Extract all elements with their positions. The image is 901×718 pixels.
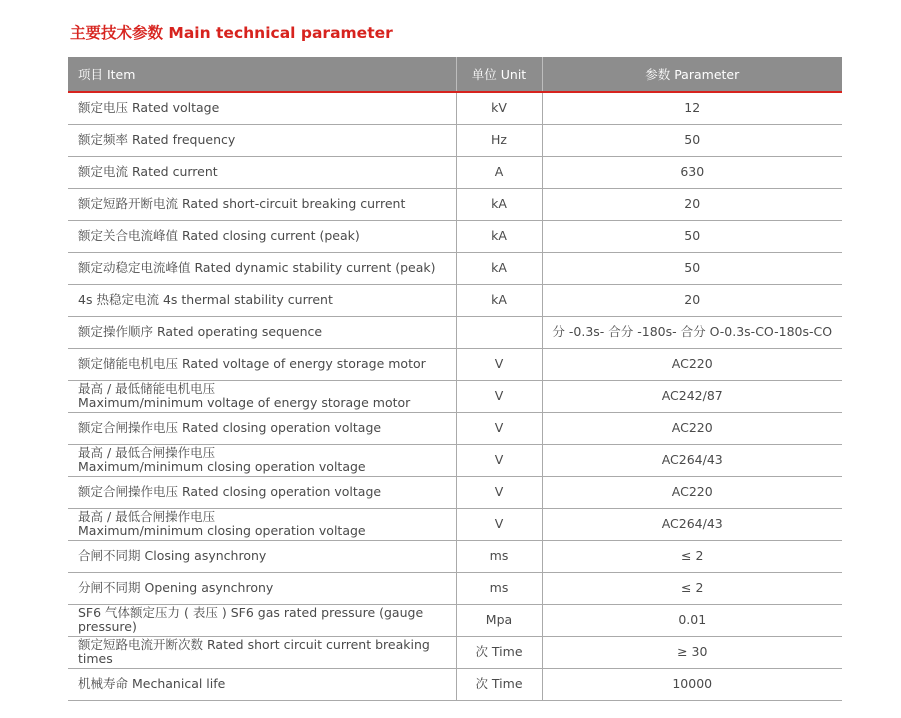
item-cell [68,412,456,444]
table-row [68,604,842,636]
item-name-en: Mechanical life [132,676,226,691]
unit-cell: kA [456,188,542,220]
item-name-zh: 额定关合电流峰值 [78,228,179,243]
unit-cell: kA [456,220,542,252]
parameter-cell: AC264/43 [542,444,842,476]
table-row [68,188,842,220]
table-row [68,444,842,476]
item-cell [68,188,456,220]
item-cell [68,636,456,668]
unit-cell: 次 Time [456,636,542,668]
item-name-zh: 额定储能电机电压 [78,356,179,371]
table-row [68,316,842,348]
page-title: 主要技术参数 Main technical parameter [70,24,393,42]
item-name-en: Rated voltage of energy storage motor [182,356,426,371]
parameter-cell: 50 [542,124,842,156]
header-unit: 单位 Unit [456,57,542,92]
unit-cell: kA [456,284,542,316]
table-row [68,124,842,156]
unit-cell [456,316,542,348]
unit-cell: 次 Time [456,668,542,700]
parameter-cell: 0.01 [542,604,842,636]
item-cell [68,284,456,316]
unit-cell: Hz [456,124,542,156]
item-name-zh: 额定电压 [78,100,129,116]
item-name-zh: 机械寿命 [78,676,129,691]
item-name-en: SF6 gas rated pressure (gauge pressure) [78,605,424,634]
parameter-cell: ≤ 2 [542,572,842,604]
unit-cell: ms [456,572,542,604]
unit-cell: V [456,508,542,540]
item-cell [68,444,456,476]
item-name-en: Closing asynchrony [144,548,267,563]
parameter-cell: ≤ 2 [542,540,842,572]
item-cell [68,380,456,412]
table-row [68,668,842,700]
item-name-zh: 额定合闸操作电压 [78,420,179,435]
item-name-zh: 额定操作顺序 [78,324,154,339]
parameter-cell: AC264/43 [542,508,842,540]
item-name-zh: 额定动稳定电流峰值 [78,260,191,275]
item-cell [68,508,456,540]
unit-cell: V [456,348,542,380]
header-row [68,57,842,92]
item-name-en: Rated closing operation voltage [182,484,382,499]
item-cell [68,348,456,380]
table-row [68,540,842,572]
table-row [68,348,842,380]
item-name-en: Rated frequency [132,132,236,147]
item-name-zh: SF6 气体额定压力 ( 表压 ) [78,605,227,620]
item-cell [68,124,456,156]
parameter-cell: AC242/87 [542,380,842,412]
item-cell [68,668,456,700]
item-name-zh: 合闸不同期 [78,548,141,563]
parameter-cell: 20 [542,284,842,316]
table-row [68,92,842,124]
unit-cell: V [456,412,542,444]
parameter-cell: 50 [542,220,842,252]
table-row [68,220,842,252]
item-name-zh: 额定合闸操作电压 [78,484,179,499]
unit-cell: Mpa [456,604,542,636]
item-cell [68,604,456,636]
item-name-en: Rated voltage [132,100,220,116]
table-row [68,252,842,284]
technical-parameter-table [68,57,842,701]
item-name-zh: 4s 热稳定电流 [78,292,159,307]
header-item: 项目 Item [68,57,456,92]
parameter-cell: AC220 [542,412,842,444]
parameter-cell: AC220 [542,348,842,380]
item-cell [68,572,456,604]
table-row [68,380,842,412]
table-row [68,284,842,316]
item-name-zh: 最高 / 最低储能电机电压 [78,381,216,396]
item-name-en: Opening asynchrony [144,580,274,595]
item-name-en: Maximum/minimum closing operation voltage [78,459,366,474]
item-name-en: Rated closing current (peak) [182,228,360,243]
unit-cell: kV [456,92,542,124]
item-name-zh: 额定短路开断电流 [78,196,179,211]
item-cell [68,316,456,348]
item-name-zh: 分闸不同期 [78,580,141,595]
item-name-en: Rated operating sequence [157,324,323,339]
item-name-en: 4s thermal stability current [162,292,333,307]
header-parameter: 参数 Parameter [542,57,842,92]
item-name-zh: 最高 / 最低合闸操作电压 [78,509,216,524]
unit-cell: ms [456,540,542,572]
item-cell [68,92,456,124]
item-name-zh: 额定电流 [78,164,129,179]
parameter-cell: 630 [542,156,842,188]
table-row [68,508,842,540]
parameter-cell: 分 -0.3s- 合分 -180s- 合分 O-0.3s-CO-180s-CO [542,316,842,348]
table-row [68,476,842,508]
item-name-en: Rated current [132,164,218,179]
item-cell [68,220,456,252]
item-name-en: Rated dynamic stability current (peak) [194,260,436,275]
parameter-cell: ≥ 30 [542,636,842,668]
table-header [68,57,842,92]
item-name-en: Rated short circuit current breaking times [78,637,430,666]
parameter-cell: 20 [542,188,842,220]
parameter-cell: 12 [542,92,842,124]
unit-cell: V [456,476,542,508]
item-cell [68,156,456,188]
unit-cell: kA [456,252,542,284]
unit-cell: A [456,156,542,188]
table-body [68,92,842,700]
item-cell [68,476,456,508]
item-cell [68,252,456,284]
table-row [68,156,842,188]
table-row [68,636,842,668]
item-name-zh: 额定频率 [78,132,129,147]
item-name-zh: 额定短路电流开断次数 [78,637,204,652]
item-cell [68,540,456,572]
item-name-en: Rated closing operation voltage [182,420,382,435]
parameter-cell: AC220 [542,476,842,508]
item-name-en: Rated short-circuit breaking current [182,196,406,211]
item-name-en: Maximum/minimum voltage of energy storage motor [78,395,411,410]
table-row [68,572,842,604]
item-name-zh: 最高 / 最低合闸操作电压 [78,445,216,460]
unit-cell: V [456,444,542,476]
unit-cell: V [456,380,542,412]
parameter-cell: 10000 [542,668,842,700]
table-row [68,412,842,444]
parameter-cell: 50 [542,252,842,284]
item-name-en: Maximum/minimum closing operation voltage [78,523,366,538]
